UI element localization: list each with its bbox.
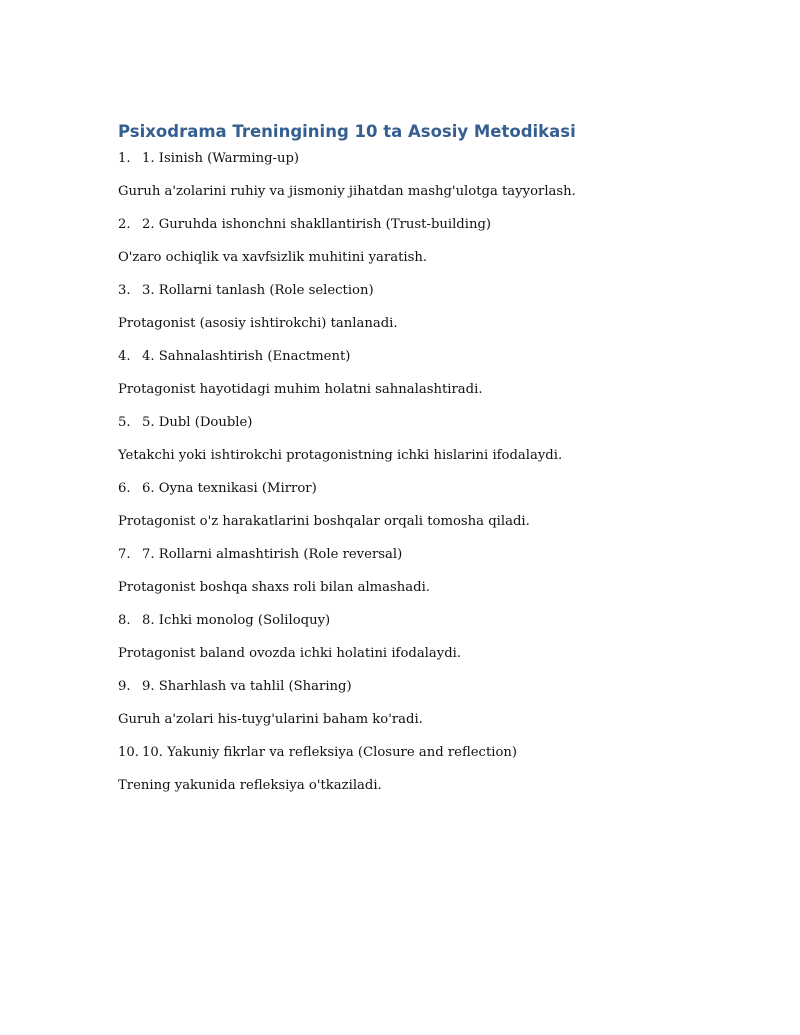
list-item (118, 678, 718, 729)
method-heading (118, 282, 718, 300)
list-item (118, 348, 718, 399)
method-description: O'zaro ochiqlik va xavfsizlik muhitini yaratish. (118, 250, 428, 265)
list-number: 9. (118, 679, 131, 694)
method-heading (118, 744, 718, 762)
method-heading (118, 612, 718, 630)
method-heading-text: 10. Yakuniy fikrlar va refleksiya (Closure and reflection) (142, 745, 518, 760)
list-item (118, 546, 718, 597)
method-heading (118, 216, 718, 234)
method-description: Protagonist hayotidagi muhim holatni sahnalashtiradi. (118, 382, 483, 397)
list-item (118, 216, 718, 267)
list-number: 3. (118, 283, 131, 298)
method-heading-text: 4. Sahnalashtirish (Enactment) (142, 349, 351, 364)
method-heading (118, 480, 718, 498)
method-heading (118, 546, 718, 564)
list-number: 2. (118, 217, 131, 232)
method-heading (118, 150, 718, 168)
method-heading-text: 5. Dubl (Double) (142, 415, 253, 430)
list-number: 6. (118, 481, 131, 496)
method-description: Protagonist baland ovozda ichki holatini ifodalaydi. (118, 646, 462, 661)
methods-list (118, 150, 718, 795)
method-heading-text: 8. Ichki monolog (Soliloquy) (142, 613, 331, 628)
method-heading-text: 2. Guruhda ishonchni shakllantirish (Trust-building) (142, 217, 492, 232)
method-description: Protagonist boshqa shaxs roli bilan almashadi. (118, 580, 431, 595)
method-heading-text: 7. Rollarni almashtirish (Role reversal) (142, 547, 403, 562)
method-heading-text: 3. Rollarni tanlash (Role selection) (142, 283, 374, 298)
method-heading (118, 348, 718, 366)
document-body (118, 121, 718, 810)
method-description: Yetakchi yoki ishtirokchi protagonistning ichki hislarini ifodalaydi. (118, 448, 563, 463)
list-number: 8. (118, 613, 131, 628)
method-description: Trening yakunida refleksiya o'tkaziladi. (118, 778, 382, 793)
list-item (118, 612, 718, 663)
method-heading (118, 678, 718, 696)
method-description: Guruh a'zolari his-tuyg'ularini baham ko'radi. (118, 712, 423, 727)
list-item (118, 480, 718, 531)
list-number: 4. (118, 349, 131, 364)
method-description: Guruh a'zolarini ruhiy va jismoniy jihatdan mashg'ulotga tayyorlash. (118, 184, 576, 199)
document-title: Psixodrama Treningining 10 ta Asosiy Metodikasi (118, 122, 576, 141)
method-heading-text: 6. Oyna texnikasi (Mirror) (142, 481, 317, 496)
list-item (118, 150, 718, 201)
method-description: Protagonist (asosiy ishtirokchi) tanlanadi. (118, 316, 398, 331)
list-item (118, 744, 718, 795)
method-heading-text: 9. Sharhlash va tahlil (Sharing) (142, 679, 352, 694)
list-number: 7. (118, 547, 131, 562)
list-item (118, 282, 718, 333)
list-number: 5. (118, 415, 131, 430)
list-item (118, 414, 718, 465)
method-heading-text: 1. Isinish (Warming-up) (142, 151, 300, 166)
list-number: 1. (118, 151, 131, 166)
method-heading (118, 414, 718, 432)
method-description: Protagonist o'z harakatlarini boshqalar orqali tomosha qiladi. (118, 514, 530, 529)
list-number: 10. (118, 745, 139, 760)
